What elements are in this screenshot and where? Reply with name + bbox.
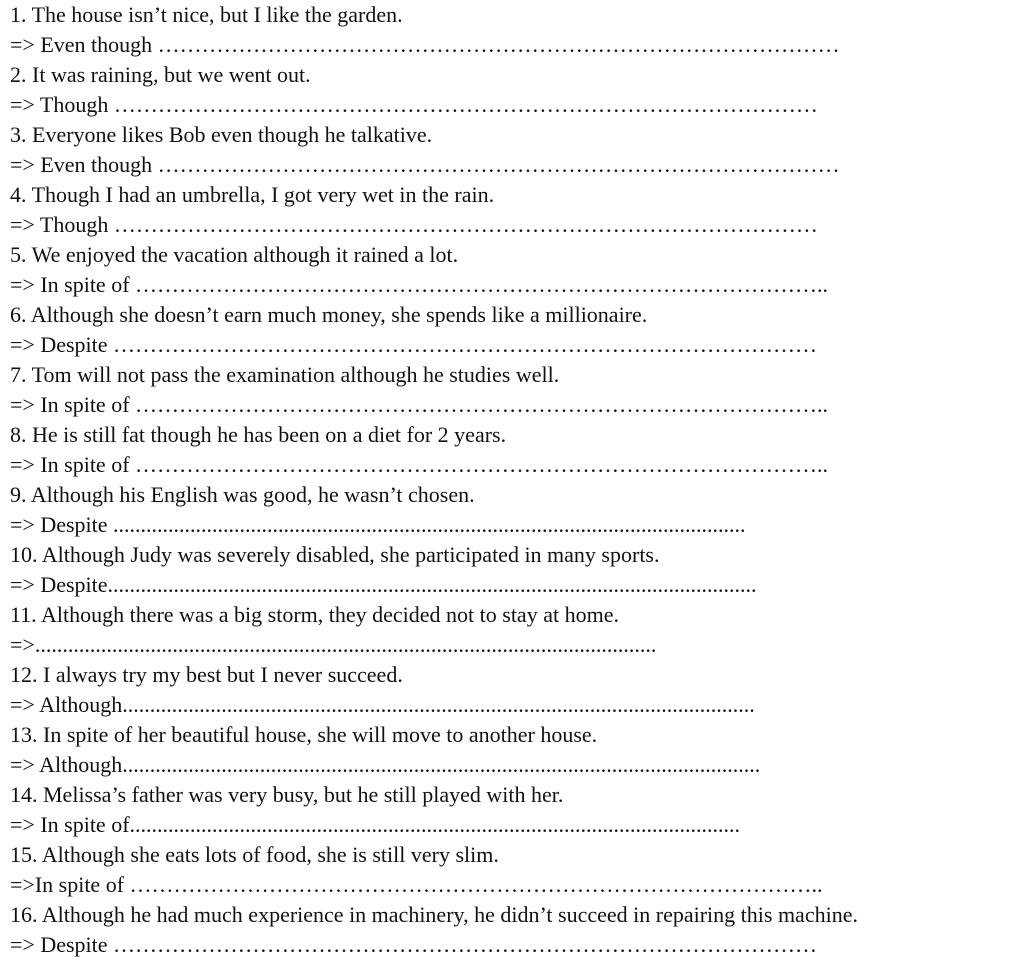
exercise-5-answer-line: => In spite of …………………………………………………………………………………..: [10, 272, 829, 297]
exercise-7-question: 7. Tom will not pass the examination although he studies well.: [10, 362, 560, 387]
exercise-8-answer-line: => In spite of …………………………………………………………………………………..: [10, 452, 829, 477]
exercise-14-question: 14. Melissa’s father was very busy, but he still played with her.: [10, 782, 564, 807]
exercise-3-question: 3. Everyone likes Bob even though he talkative.: [10, 122, 433, 147]
exercise-4-answer-line: => Though ……………………………………………………………………………………: [10, 212, 818, 237]
exercise-6-answer-line: => Despite ……………………………………………………………………………………: [10, 332, 818, 357]
exercise-6-question: 6. Although she doesn’t earn much money, she spends like a millionaire.: [10, 302, 648, 327]
exercise-sheet: [10, 0, 1022, 960]
exercise-1-answer-line: => Even though …………………………………………………………………………………: [10, 32, 840, 57]
exercise-12-answer-line: => Although...................................................................................................................: [10, 692, 755, 717]
exercise-10-answer-line: => Despite......................................................................................................................: [10, 572, 757, 597]
exercise-15-answer-line: =>In spite of …………………………………………………………………………………..: [10, 872, 823, 897]
exercise-9-answer-line: => Despite ...................................................................................................................: [10, 512, 746, 537]
exercise-11-answer-line: =>.................................................................................................................: [10, 632, 657, 657]
exercise-16-answer-line: => Despite ……………………………………………………………………………………: [10, 932, 818, 957]
exercise-3-answer-line: => Even though …………………………………………………………………………………: [10, 152, 840, 177]
exercise-8-question: 8. He is still fat though he has been on a diet for 2 years.: [10, 422, 507, 447]
exercise-4-question: 4. Though I had an umbrella, I got very wet in the rain.: [10, 182, 495, 207]
exercise-12-question: 12. I always try my best but I never succeed.: [10, 662, 403, 687]
exercise-1-question: 1. The house isn’t nice, but I like the garden.: [10, 2, 403, 27]
exercise-7-answer-line: => In spite of …………………………………………………………………………………..: [10, 392, 829, 417]
exercise-2-question: 2. It was raining, but we went out.: [10, 62, 311, 87]
exercise-9-question: 9. Although his English was good, he wasn’t chosen.: [10, 482, 475, 507]
exercise-2-answer-line: => Though ……………………………………………………………………………………: [10, 92, 818, 117]
exercise-15-question: 15. Although she eats lots of food, she is still very slim.: [10, 842, 499, 867]
exercise-10-question: 10. Although Judy was severely disabled, she participated in many sports.: [10, 542, 660, 567]
exercise-16-question: 16. Although he had much experience in machinery, he didn’t succeed in repairing this machine.: [10, 902, 858, 927]
exercise-13-question: 13. In spite of her beautiful house, she will move to another house.: [10, 722, 598, 747]
exercise-14-answer-line: => In spite of...............................................................................................................: [10, 812, 741, 837]
exercise-11-question: 11. Although there was a big storm, they decided not to stay at home.: [10, 602, 619, 627]
exercise-13-answer-line: => Although....................................................................................................................: [10, 752, 761, 777]
exercise-5-question: 5. We enjoyed the vacation although it rained a lot.: [10, 242, 459, 267]
